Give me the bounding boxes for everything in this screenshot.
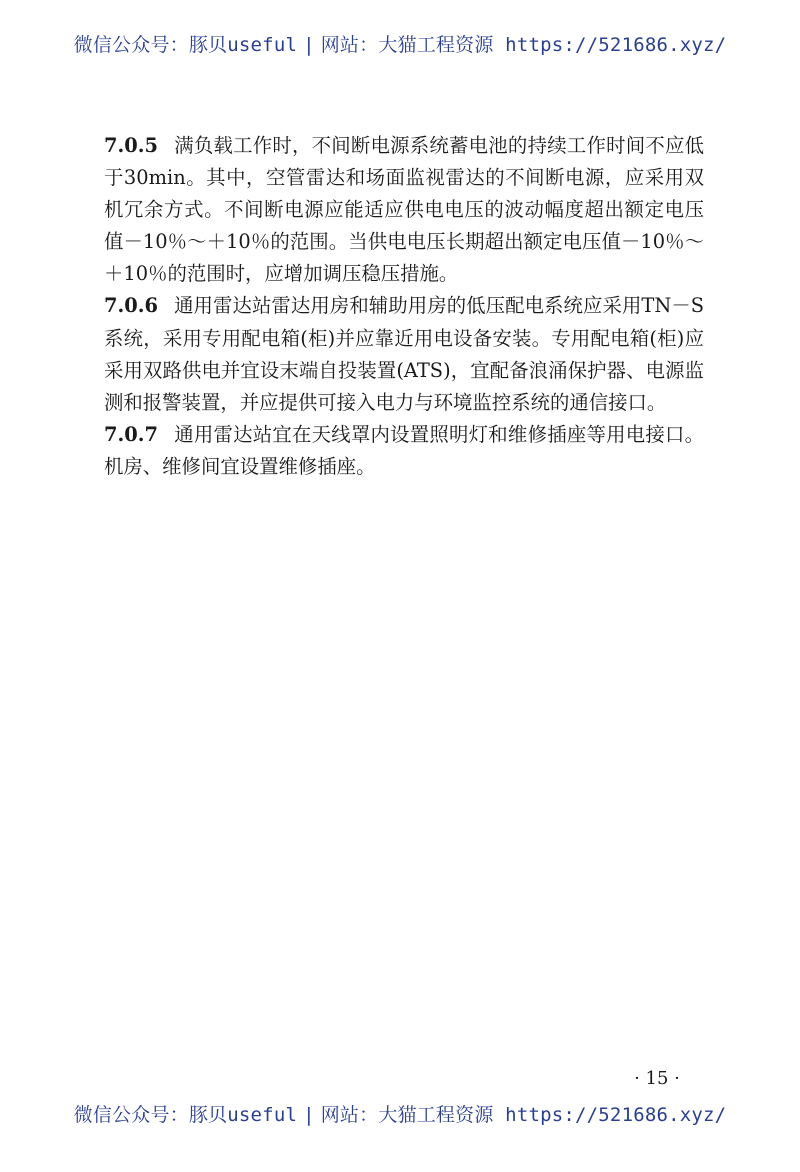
watermark-account: 微信公众号：豚贝useful [73, 1104, 298, 1126]
watermark-footer [0, 1100, 800, 1127]
clause-text: 通用雷达站雷达用房和辅助用房的低压配电系统应采用TN－S系统，采用专用配电箱(柜)并应靠近用电设备安装。专用配电箱(柜)应采用双路供电并宜设末端自投装置(ATS)，宜配备浪涌保护器、电源监测和报警装置，并应提供可接入电力与环境监控系统的通信接口。 [104, 294, 704, 414]
watermark-separator: | [303, 34, 315, 56]
clause-text: 通用雷达站宜在天线罩内设置照明灯和维修插座等用电接口。机房、维修间宜设置维修插座。 [104, 422, 704, 478]
clause-7-0-5 [104, 130, 704, 290]
clause-7-0-7 [104, 419, 704, 483]
watermark-account: 微信公众号：豚贝useful [73, 34, 298, 56]
clause-number: 7.0.6 [104, 294, 158, 318]
clause-number: 7.0.5 [104, 134, 158, 157]
watermark-separator: | [303, 1104, 315, 1126]
page-number: · 15 · [634, 1068, 680, 1089]
watermark-site: 网站：大猫工程资源 https://521686.xyz/ [320, 1104, 727, 1126]
clause-number: 7.0.7 [104, 422, 158, 446]
document-body [104, 130, 704, 483]
clause-7-0-6 [104, 290, 704, 418]
clause-text: 满负载工作时，不间断电源系统蓄电池的持续工作时间不应低于30min。其中，空管雷达和场面监视雷达的不间断电源，应采用双机冗余方式。不间断电源应能适应供电电压的波动幅度超出额定电压值－10％～＋10％的范围。当供电电压长期超出额定电压值－10％～＋10％的范围时，应增加调压稳压措施。 [104, 134, 704, 286]
watermark-site: 网站：大猫工程资源 https://521686.xyz/ [320, 34, 727, 56]
watermark-header [0, 30, 800, 57]
